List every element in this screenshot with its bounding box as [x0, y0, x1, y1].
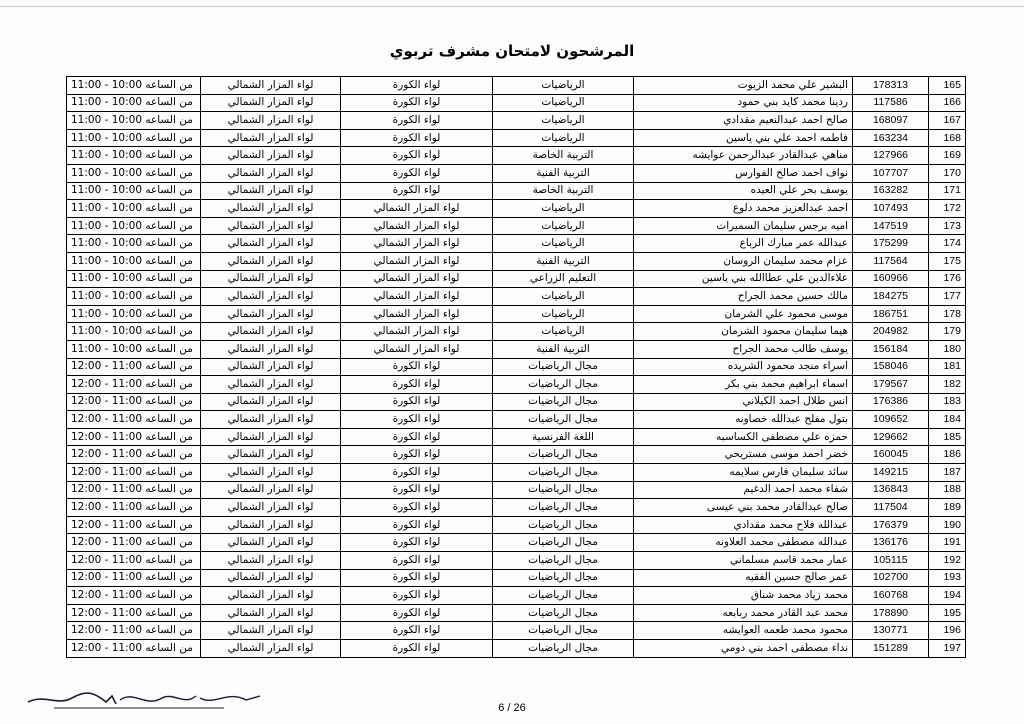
row-number: 174 [929, 235, 966, 253]
candidate-name: ردينا محمد كايد بني حمود [634, 94, 853, 112]
row-number: 175 [929, 252, 966, 270]
exam-time: من الساعه 10:00 - 11:00 [67, 147, 201, 165]
candidate-directorate: لواء الكورة [341, 411, 493, 429]
row-number: 193 [929, 569, 966, 587]
candidate-id: 117586 [853, 94, 929, 112]
candidate-subject: مجال الرياضيات [493, 552, 634, 570]
candidate-id: 179567 [853, 376, 929, 394]
exam-time: من الساعه 11:00 - 12:00 [67, 640, 201, 658]
table-row [67, 604, 966, 622]
candidate-name: احمد عبدالعزيز محمد دلوع [634, 200, 853, 218]
candidate-id: 129662 [853, 428, 929, 446]
row-number: 180 [929, 340, 966, 358]
candidate-directorate: لواء الكورة [341, 147, 493, 165]
exam-time: من الساعه 10:00 - 11:00 [67, 323, 201, 341]
exam-time: من الساعه 11:00 - 12:00 [67, 446, 201, 464]
candidate-name: اسماء ابراهيم محمد بني بكر [634, 376, 853, 394]
table-row [67, 288, 966, 306]
candidate-name: نواف احمد صالح الفوارس [634, 164, 853, 182]
exam-time: من الساعه 10:00 - 11:00 [67, 217, 201, 235]
candidate-subject: مجال الرياضيات [493, 569, 634, 587]
candidate-name: عمار محمد قاسم مسلماني [634, 552, 853, 570]
row-number: 167 [929, 112, 966, 130]
row-number: 172 [929, 200, 966, 218]
exam-time: من الساعه 11:00 - 12:00 [67, 411, 201, 429]
exam-location: لواء المزار الشمالي [201, 270, 341, 288]
exam-time: من الساعه 10:00 - 11:00 [67, 288, 201, 306]
candidate-id: 117504 [853, 499, 929, 517]
exam-location: لواء المزار الشمالي [201, 235, 341, 253]
candidate-id: 102700 [853, 569, 929, 587]
exam-time: من الساعه 11:00 - 12:00 [67, 376, 201, 394]
table-row [67, 622, 966, 640]
exam-time: من الساعه 10:00 - 11:00 [67, 77, 201, 95]
exam-location: لواء المزار الشمالي [201, 393, 341, 411]
table-row [67, 376, 966, 394]
page-title: المرشحون لامتحان مشرف تربوي [389, 42, 635, 60]
exam-time: من الساعه 10:00 - 11:00 [67, 252, 201, 270]
row-number: 171 [929, 182, 966, 200]
row-number: 187 [929, 464, 966, 482]
table-row [67, 200, 966, 218]
exam-location: لواء المزار الشمالي [201, 200, 341, 218]
scan-edge-line [0, 6, 1024, 7]
candidate-name: فاطمه احمد علي بني ياسين [634, 129, 853, 147]
candidate-name: محمد عبد القادر محمد ربابعه [634, 604, 853, 622]
candidate-subject: مجال الرياضيات [493, 516, 634, 534]
candidate-subject: الرياضيات [493, 217, 634, 235]
candidate-id: 117564 [853, 252, 929, 270]
exam-location: لواء المزار الشمالي [201, 182, 341, 200]
candidate-directorate: لواء الكورة [341, 622, 493, 640]
candidate-id: 160966 [853, 270, 929, 288]
candidate-subject: مجال الرياضيات [493, 481, 634, 499]
candidate-id: 130771 [853, 622, 929, 640]
candidate-subject: مجال الرياضيات [493, 534, 634, 552]
candidate-directorate: لواء المزار الشمالي [341, 200, 493, 218]
candidate-subject: مجال الرياضيات [493, 358, 634, 376]
table-row [67, 235, 966, 253]
exam-location: لواء المزار الشمالي [201, 516, 341, 534]
candidates-table [66, 76, 966, 658]
candidate-id: 186751 [853, 305, 929, 323]
candidate-directorate: لواء الكورة [341, 499, 493, 517]
exam-time: من الساعه 10:00 - 11:00 [67, 235, 201, 253]
candidate-name: هيما سليمان محمود الشرمان [634, 323, 853, 341]
candidate-subject: مجال الرياضيات [493, 446, 634, 464]
candidate-subject: مجال الرياضيات [493, 640, 634, 658]
candidate-name: حمزه علي مصطفى الكساسبه [634, 428, 853, 446]
candidate-id: 168097 [853, 112, 929, 130]
exam-location: لواء المزار الشمالي [201, 252, 341, 270]
candidate-name: يوسف بحر علي العيده [634, 182, 853, 200]
table-row [67, 428, 966, 446]
exam-time: من الساعه 11:00 - 12:00 [67, 534, 201, 552]
candidate-directorate: لواء الكورة [341, 182, 493, 200]
exam-time: من الساعه 11:00 - 12:00 [67, 516, 201, 534]
row-number: 166 [929, 94, 966, 112]
candidate-subject: التعليم الزراعي [493, 270, 634, 288]
candidate-name: عمر صالح حسين الفقيه [634, 569, 853, 587]
table-row [67, 305, 966, 323]
candidate-directorate: لواء الكورة [341, 393, 493, 411]
candidate-name: نداء مصطفى احمد بني دومي [634, 640, 853, 658]
page-number: 6 / 26 [498, 702, 526, 714]
candidate-directorate: لواء الكورة [341, 516, 493, 534]
exam-location: لواء المزار الشمالي [201, 164, 341, 182]
candidate-directorate: لواء المزار الشمالي [341, 270, 493, 288]
exam-location: لواء المزار الشمالي [201, 112, 341, 130]
row-number: 179 [929, 323, 966, 341]
candidate-name: عزام محمد سليمان الروسان [634, 252, 853, 270]
exam-time: من الساعه 11:00 - 12:00 [67, 358, 201, 376]
candidate-subject: التربية الخاصة [493, 182, 634, 200]
exam-location: لواء المزار الشمالي [201, 411, 341, 429]
exam-location: لواء المزار الشمالي [201, 94, 341, 112]
row-number: 197 [929, 640, 966, 658]
row-number: 168 [929, 129, 966, 147]
exam-time: من الساعه 11:00 - 12:00 [67, 622, 201, 640]
candidate-directorate: لواء الكورة [341, 481, 493, 499]
candidate-name: اميه برجس سليمان السميرات [634, 217, 853, 235]
exam-time: من الساعه 10:00 - 11:00 [67, 94, 201, 112]
row-number: 188 [929, 481, 966, 499]
candidate-name: خضر احمد موسى مستريحي [634, 446, 853, 464]
candidate-name: محمود محمد طعمه العوايشه [634, 622, 853, 640]
table-row [67, 112, 966, 130]
candidate-name: البشير علي محمد الزيوت [634, 77, 853, 95]
candidate-id: 158046 [853, 358, 929, 376]
table-row [67, 393, 966, 411]
table-row [67, 252, 966, 270]
exam-location: لواء المزار الشمالي [201, 446, 341, 464]
candidate-directorate: لواء الكورة [341, 464, 493, 482]
candidate-id: 136176 [853, 534, 929, 552]
row-number: 173 [929, 217, 966, 235]
table-row [67, 270, 966, 288]
candidate-subject: الرياضيات [493, 235, 634, 253]
candidate-directorate: لواء الكورة [341, 112, 493, 130]
exam-time: من الساعه 10:00 - 11:00 [67, 182, 201, 200]
candidate-name: عبدالله مصطفى محمد العلاونه [634, 534, 853, 552]
table-row [67, 640, 966, 658]
candidate-directorate: لواء المزار الشمالي [341, 217, 493, 235]
candidate-id: 136843 [853, 481, 929, 499]
exam-location: لواء المزار الشمالي [201, 499, 341, 517]
candidate-name: علاءالدين علي عطاالله بني ياسين [634, 270, 853, 288]
exam-location: لواء المزار الشمالي [201, 305, 341, 323]
candidate-subject: الرياضيات [493, 200, 634, 218]
candidate-id: 105115 [853, 552, 929, 570]
candidate-id: 149215 [853, 464, 929, 482]
candidate-name: عبدالله عمر مبارك الرباع [634, 235, 853, 253]
candidate-id: 160768 [853, 587, 929, 605]
candidate-id: 175299 [853, 235, 929, 253]
candidate-subject: الرياضيات [493, 288, 634, 306]
row-number: 183 [929, 393, 966, 411]
candidate-directorate: لواء الكورة [341, 640, 493, 658]
row-number: 192 [929, 552, 966, 570]
row-number: 177 [929, 288, 966, 306]
candidate-directorate: لواء الكورة [341, 587, 493, 605]
candidate-subject: مجال الرياضيات [493, 622, 634, 640]
candidate-name: مالك حسين محمد الجراح [634, 288, 853, 306]
table-row [67, 217, 966, 235]
exam-location: لواء المزار الشمالي [201, 129, 341, 147]
candidate-directorate: لواء الكورة [341, 552, 493, 570]
candidate-directorate: لواء الكورة [341, 94, 493, 112]
candidate-id: 107707 [853, 164, 929, 182]
candidate-directorate: لواء المزار الشمالي [341, 323, 493, 341]
table-row [67, 481, 966, 499]
exam-time: من الساعه 11:00 - 12:00 [67, 552, 201, 570]
candidate-subject: اللغة الفرنسية [493, 428, 634, 446]
candidate-id: 178313 [853, 77, 929, 95]
row-number: 178 [929, 305, 966, 323]
candidate-name: صالح عبدالقادر محمد بني عيسى [634, 499, 853, 517]
exam-location: لواء المزار الشمالي [201, 288, 341, 306]
row-number: 176 [929, 270, 966, 288]
candidate-subject: الرياضيات [493, 129, 634, 147]
exam-time: من الساعه 11:00 - 12:00 [67, 604, 201, 622]
candidate-subject: التربية الفنية [493, 164, 634, 182]
candidate-directorate: لواء الكورة [341, 376, 493, 394]
exam-location: لواء المزار الشمالي [201, 376, 341, 394]
exam-location: لواء المزار الشمالي [201, 340, 341, 358]
candidate-id: 184275 [853, 288, 929, 306]
table-row [67, 77, 966, 95]
candidate-name: محمد زياد محمد شناق [634, 587, 853, 605]
exam-time: من الساعه 11:00 - 12:00 [67, 499, 201, 517]
exam-location: لواء المزار الشمالي [201, 640, 341, 658]
row-number: 184 [929, 411, 966, 429]
candidate-id: 176379 [853, 516, 929, 534]
candidate-id: 160045 [853, 446, 929, 464]
candidate-directorate: لواء المزار الشمالي [341, 288, 493, 306]
candidate-directorate: لواء الكورة [341, 446, 493, 464]
candidate-id: 163282 [853, 182, 929, 200]
exam-time: من الساعه 10:00 - 11:00 [67, 200, 201, 218]
exam-time: من الساعه 10:00 - 11:00 [67, 340, 201, 358]
candidate-subject: مجال الرياضيات [493, 604, 634, 622]
table-row [67, 147, 966, 165]
row-number: 196 [929, 622, 966, 640]
candidate-name: اسراء منجد محمود الشريده [634, 358, 853, 376]
table-row [67, 129, 966, 147]
row-number: 185 [929, 428, 966, 446]
exam-time: من الساعه 11:00 - 12:00 [67, 428, 201, 446]
row-number: 195 [929, 604, 966, 622]
candidate-id: 107493 [853, 200, 929, 218]
candidate-directorate: لواء الكورة [341, 569, 493, 587]
exam-location: لواء المزار الشمالي [201, 604, 341, 622]
exam-time: من الساعه 10:00 - 11:00 [67, 129, 201, 147]
candidate-directorate: لواء الكورة [341, 358, 493, 376]
candidate-directorate: لواء المزار الشمالي [341, 305, 493, 323]
row-number: 194 [929, 587, 966, 605]
candidate-id: 178890 [853, 604, 929, 622]
candidate-id: 204982 [853, 323, 929, 341]
candidate-directorate: لواء الكورة [341, 534, 493, 552]
row-number: 181 [929, 358, 966, 376]
candidate-id: 147519 [853, 217, 929, 235]
candidate-name: شفاء محمد احمد الدغيم [634, 481, 853, 499]
exam-location: لواء المزار الشمالي [201, 464, 341, 482]
table-row [67, 587, 966, 605]
exam-time: من الساعه 11:00 - 12:00 [67, 393, 201, 411]
candidate-directorate: لواء المزار الشمالي [341, 340, 493, 358]
candidate-subject: التربية الفنية [493, 340, 634, 358]
candidate-subject: الرياضيات [493, 305, 634, 323]
exam-time: من الساعه 10:00 - 11:00 [67, 164, 201, 182]
table-row [67, 499, 966, 517]
exam-location: لواء المزار الشمالي [201, 622, 341, 640]
exam-location: لواء المزار الشمالي [201, 552, 341, 570]
candidate-subject: الرياضيات [493, 94, 634, 112]
candidate-id: 109652 [853, 411, 929, 429]
candidate-id: 151289 [853, 640, 929, 658]
exam-location: لواء المزار الشمالي [201, 323, 341, 341]
exam-time: من الساعه 11:00 - 12:00 [67, 481, 201, 499]
candidate-name: سائد سليمان فارس سلايمه [634, 464, 853, 482]
candidate-name: انس طلال احمد الكيلاني [634, 393, 853, 411]
table-row [67, 94, 966, 112]
candidate-subject: مجال الرياضيات [493, 376, 634, 394]
candidate-subject: الرياضيات [493, 112, 634, 130]
exam-location: لواء المزار الشمالي [201, 569, 341, 587]
row-number: 182 [929, 376, 966, 394]
candidate-name: موسى محمود علي الشرمان [634, 305, 853, 323]
row-number: 191 [929, 534, 966, 552]
row-number: 165 [929, 77, 966, 95]
table-row [67, 534, 966, 552]
candidate-subject: الرياضيات [493, 323, 634, 341]
row-number: 186 [929, 446, 966, 464]
exam-time: من الساعه 10:00 - 11:00 [67, 305, 201, 323]
exam-location: لواء المزار الشمالي [201, 147, 341, 165]
candidate-name: يوسف طالب محمد الجراح [634, 340, 853, 358]
candidate-subject: مجال الرياضيات [493, 499, 634, 517]
candidate-subject: الرياضيات [493, 77, 634, 95]
candidate-name: صالح احمد عبدالنعيم مقدادي [634, 112, 853, 130]
candidate-directorate: لواء الكورة [341, 604, 493, 622]
candidate-subject: مجال الرياضيات [493, 411, 634, 429]
table-row [67, 323, 966, 341]
candidate-directorate: لواء الكورة [341, 129, 493, 147]
candidate-id: 156184 [853, 340, 929, 358]
table-row [67, 464, 966, 482]
candidate-directorate: لواء الكورة [341, 164, 493, 182]
candidate-id: 163234 [853, 129, 929, 147]
candidate-directorate: لواء المزار الشمالي [341, 252, 493, 270]
candidate-id: 127966 [853, 147, 929, 165]
candidate-name: مناهي عبدالقادر عبدالرحمن عوايشه [634, 147, 853, 165]
exam-time: من الساعه 10:00 - 11:00 [67, 270, 201, 288]
table-row [67, 446, 966, 464]
table-row [67, 340, 966, 358]
exam-time: من الساعه 11:00 - 12:00 [67, 587, 201, 605]
table-row [67, 411, 966, 429]
candidate-directorate: لواء المزار الشمالي [341, 235, 493, 253]
candidate-directorate: لواء الكورة [341, 77, 493, 95]
candidate-directorate: لواء الكورة [341, 428, 493, 446]
candidate-id: 176386 [853, 393, 929, 411]
exam-location: لواء المزار الشمالي [201, 358, 341, 376]
table-row [67, 552, 966, 570]
table-row [67, 358, 966, 376]
candidate-subject: مجال الرياضيات [493, 393, 634, 411]
table-row [67, 516, 966, 534]
candidate-subject: التربية الخاصة [493, 147, 634, 165]
exam-location: لواء المزار الشمالي [201, 481, 341, 499]
exam-location: لواء المزار الشمالي [201, 77, 341, 95]
table-row [67, 182, 966, 200]
table-row [67, 569, 966, 587]
row-number: 189 [929, 499, 966, 517]
exam-location: لواء المزار الشمالي [201, 217, 341, 235]
row-number: 170 [929, 164, 966, 182]
row-number: 169 [929, 147, 966, 165]
candidate-subject: مجال الرياضيات [493, 587, 634, 605]
exam-location: لواء المزار الشمالي [201, 428, 341, 446]
exam-location: لواء المزار الشمالي [201, 534, 341, 552]
exam-location: لواء المزار الشمالي [201, 587, 341, 605]
candidate-subject: مجال الرياضيات [493, 464, 634, 482]
table-row [67, 164, 966, 182]
row-number: 190 [929, 516, 966, 534]
exam-time: من الساعه 11:00 - 12:00 [67, 464, 201, 482]
exam-time: من الساعه 11:00 - 12:00 [67, 569, 201, 587]
candidate-subject: التربية الفنية [493, 252, 634, 270]
candidate-name: عبدالله فلاح محمد مقدادي [634, 516, 853, 534]
exam-time: من الساعه 10:00 - 11:00 [67, 112, 201, 130]
candidate-name: بتول مفلح عبدالله خصاونه [634, 411, 853, 429]
candidates-table-body [67, 77, 966, 658]
